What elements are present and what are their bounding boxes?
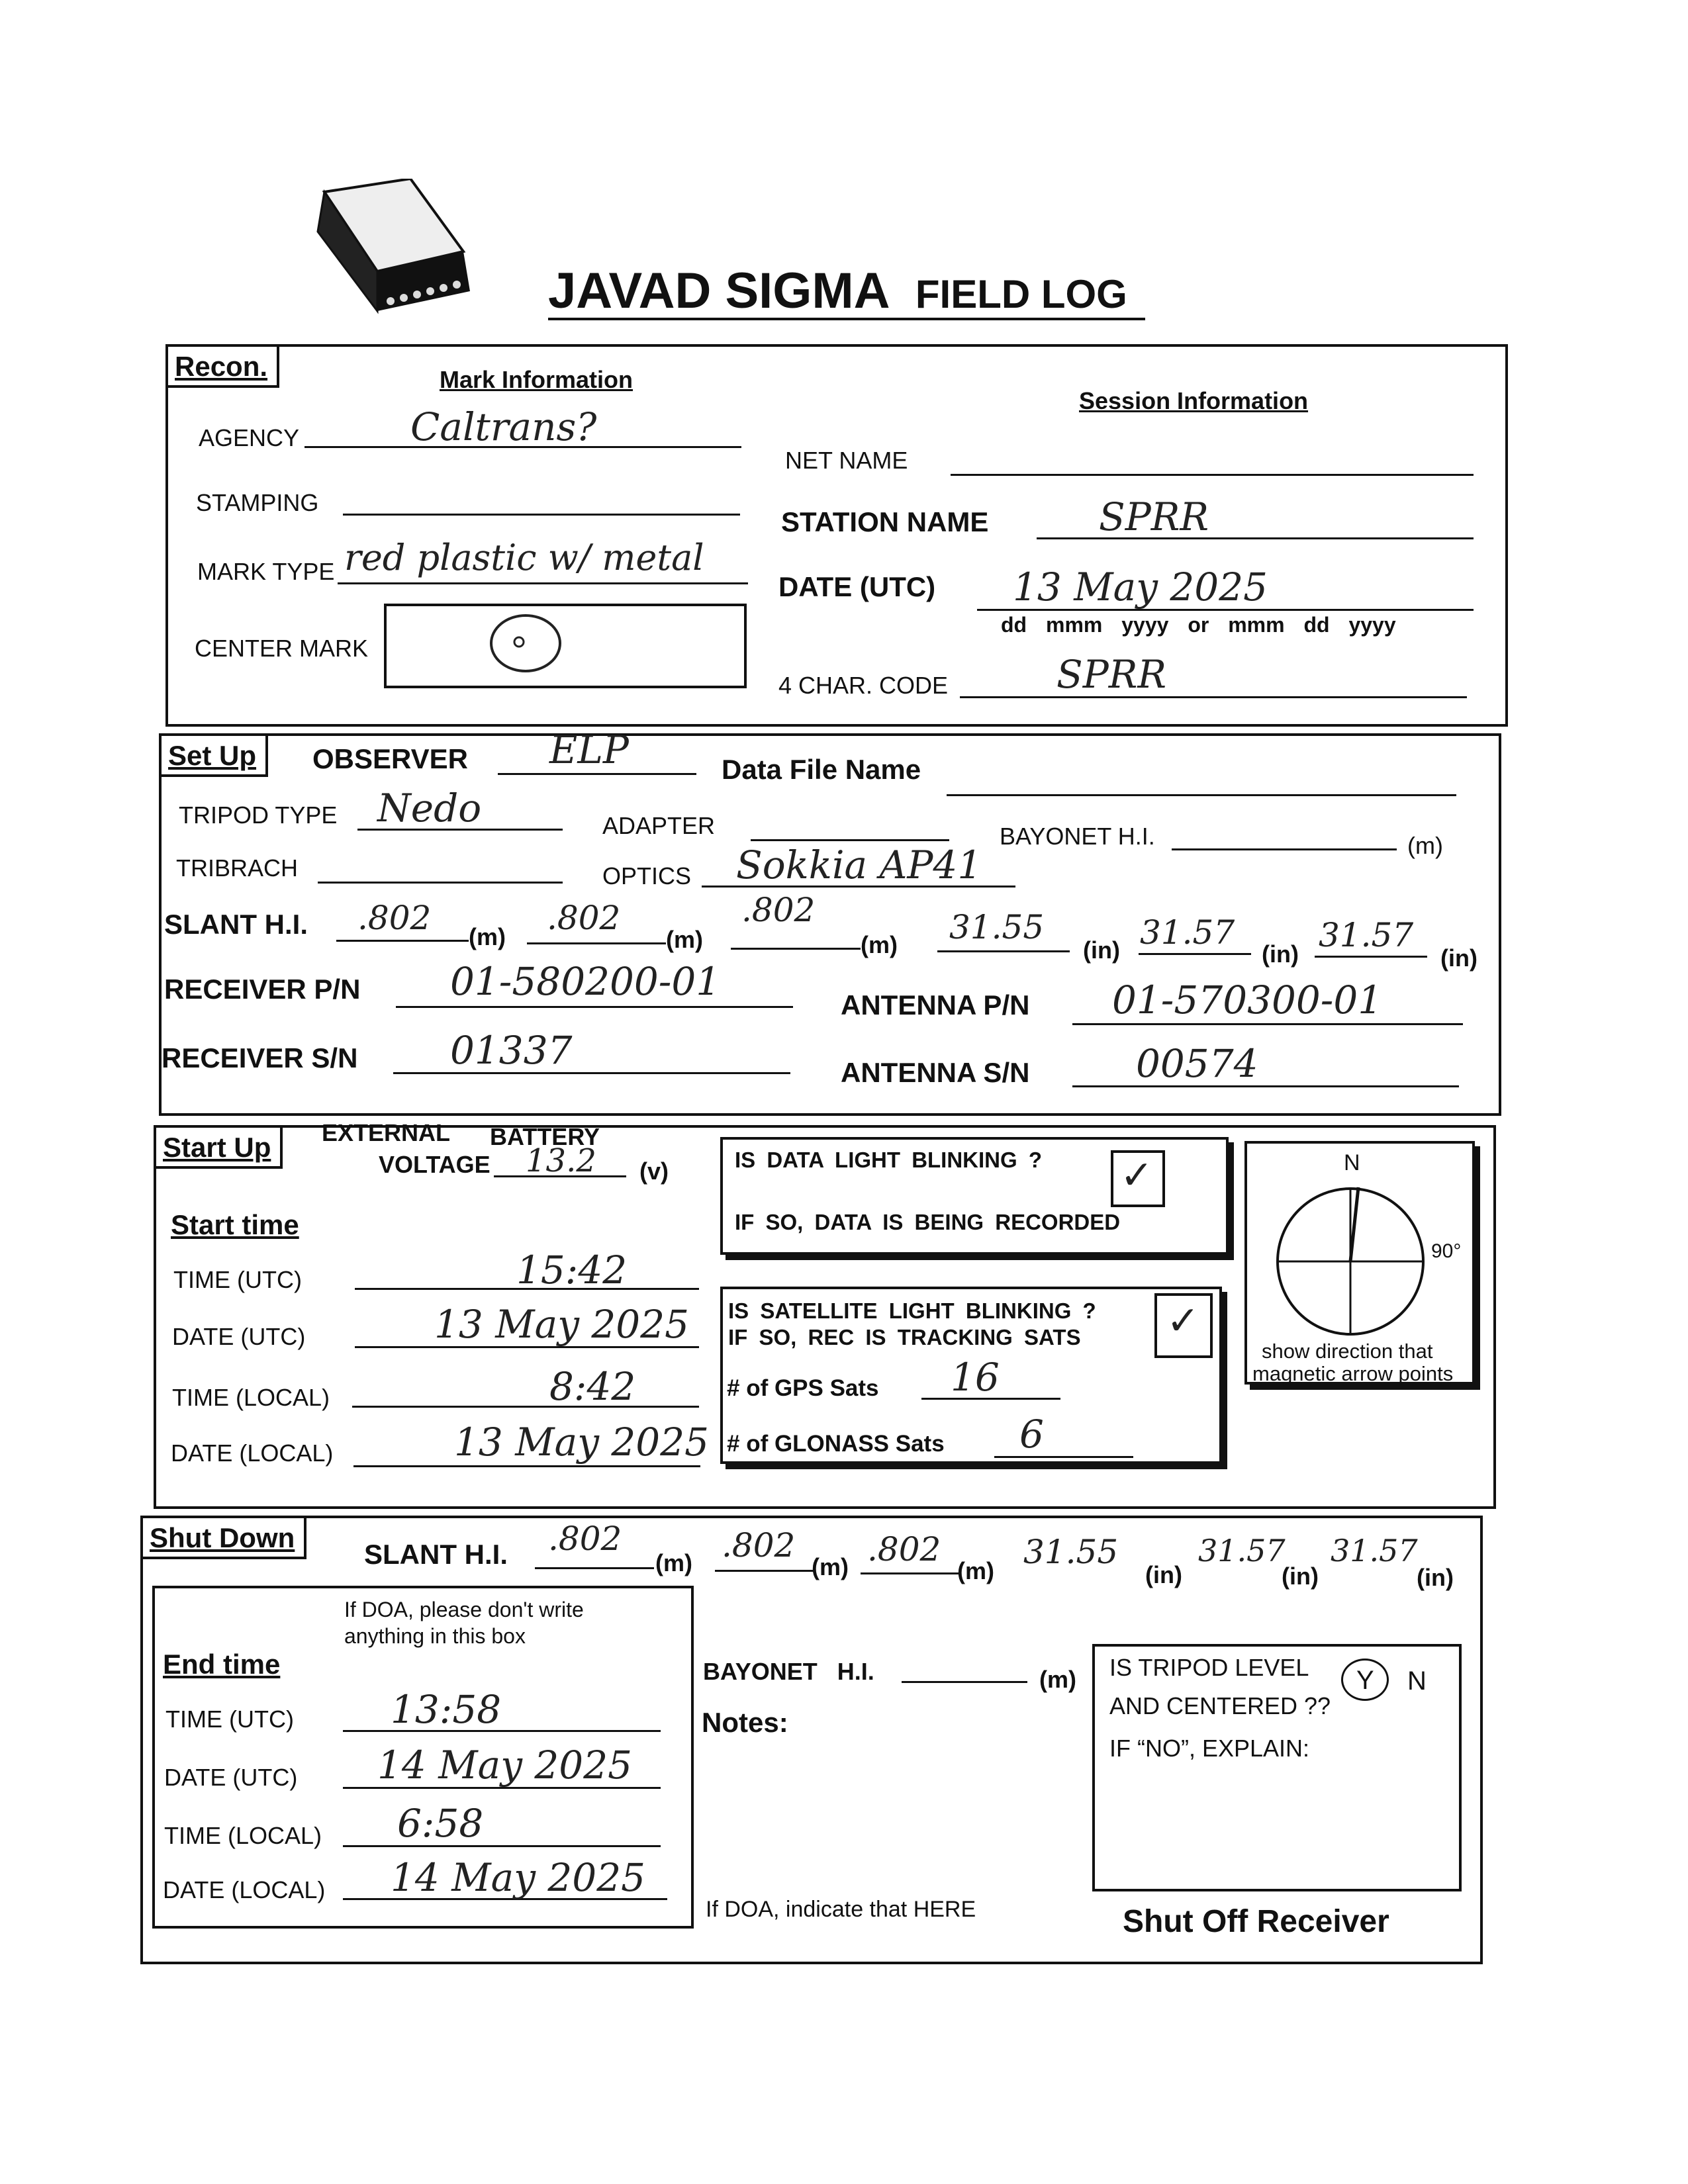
- compass-north-label: N: [1344, 1150, 1360, 1175]
- end-date-local-label: DATE (LOCAL): [163, 1876, 326, 1903]
- sd-slant-m-1-line[interactable]: [535, 1567, 654, 1569]
- sd-slant-in-2-unit: (in): [1282, 1563, 1319, 1590]
- sd-slant-in-1[interactable]: 31.55: [1023, 1533, 1119, 1571]
- compass-caption-2: magnetic arrow points: [1252, 1362, 1454, 1385]
- start-time-local-line[interactable]: [352, 1406, 699, 1408]
- antenna-sn-line[interactable]: [1072, 1085, 1459, 1087]
- sd-slant-m-1[interactable]: .802: [548, 1520, 622, 1558]
- shutdown-bayonet-label: BAYONET H.I.: [703, 1658, 874, 1685]
- tripod-question-1: IS TRIPOD LEVEL: [1109, 1654, 1309, 1681]
- char-code-value[interactable]: SPRR: [1056, 652, 1167, 697]
- end-time-utc-label: TIME (UTC): [165, 1706, 294, 1733]
- stamping-label: STAMPING: [196, 489, 319, 516]
- slant-m-2[interactable]: .802: [547, 899, 621, 937]
- receiver-device-image: [311, 179, 477, 331]
- center-mark-label: CENTER MARK: [195, 635, 369, 662]
- optics-label: OPTICS: [602, 862, 692, 889]
- date-label: DATE (UTC): [778, 571, 936, 602]
- shutdown-bayonet-line[interactable]: [902, 1681, 1027, 1683]
- sd-slant-m-3-line[interactable]: [861, 1572, 960, 1574]
- center-mark-sketch: [486, 610, 565, 676]
- doa-note-1: If DOA, please don't write: [344, 1598, 584, 1621]
- sd-slant-in-2[interactable]: 31.57: [1198, 1533, 1286, 1569]
- start-date-local-line[interactable]: [353, 1465, 700, 1467]
- net-name-label: NET NAME: [785, 447, 908, 474]
- receiver-pn-value[interactable]: 01-580200-01: [450, 959, 721, 1004]
- setup-tab: Set Up: [162, 736, 268, 777]
- end-date-local-value[interactable]: 14 May 2025: [391, 1855, 646, 1900]
- slant-m-3-line[interactable]: [731, 948, 861, 950]
- startup-tab: Start Up: [156, 1128, 283, 1169]
- slant-m-2-unit: (m): [666, 926, 703, 953]
- glonass-sats-line[interactable]: [994, 1456, 1133, 1458]
- slant-in-2[interactable]: 31.57: [1140, 913, 1235, 952]
- doa-here-text[interactable]: If DOA, indicate that HERE: [706, 1897, 976, 1922]
- end-date-utc-label: DATE (UTC): [164, 1764, 298, 1791]
- data-light-checkbox[interactable]: [1111, 1150, 1165, 1207]
- voltage-label: VOLTAGE: [379, 1151, 491, 1178]
- slant-m-1-line[interactable]: [336, 940, 469, 942]
- tripod-box: [1092, 1644, 1462, 1891]
- antenna-sn-label: ANTENNA S/N: [841, 1057, 1030, 1088]
- slant-m-3-unit: (m): [861, 931, 898, 958]
- explain-label: IF “NO”, EXPLAIN:: [1109, 1735, 1310, 1762]
- shutdown-bayonet-unit: (m): [1039, 1666, 1076, 1693]
- satellite-light-check: ✓: [1166, 1298, 1200, 1344]
- observer-value[interactable]: ELP: [549, 727, 629, 772]
- stamping-line[interactable]: [343, 514, 740, 516]
- end-time-utc-value[interactable]: 13:58: [391, 1687, 502, 1732]
- sd-slant-m-1-unit: (m): [655, 1549, 692, 1576]
- tripod-yes-option[interactable]: [1341, 1659, 1389, 1701]
- bayonet-line[interactable]: [1172, 848, 1397, 850]
- sd-slant-in-3[interactable]: 31.57: [1331, 1533, 1418, 1569]
- sd-slant-m-2-line[interactable]: [715, 1570, 814, 1572]
- end-time-local-line[interactable]: [343, 1845, 661, 1847]
- sd-slant-in-1-unit: (in): [1145, 1561, 1182, 1588]
- net-name-line[interactable]: [951, 474, 1474, 476]
- slant-in-2-unit: (in): [1262, 940, 1299, 968]
- battery-label: BATTERY: [490, 1123, 600, 1150]
- title-sub: FIELD LOG: [915, 272, 1127, 316]
- gps-sats-label: # of GPS Sats: [727, 1375, 879, 1401]
- slant-in-1[interactable]: 31.55: [949, 908, 1045, 946]
- slant-in-3[interactable]: 31.57: [1319, 916, 1414, 954]
- slant-m-1-unit: (m): [469, 923, 506, 950]
- data-file-line[interactable]: [947, 794, 1456, 796]
- data-file-label: Data File Name: [722, 754, 921, 785]
- date-value[interactable]: 13 May 2025: [1013, 565, 1268, 610]
- agency-label: AGENCY: [199, 424, 300, 451]
- tripod-yes-text: Y: [1356, 1666, 1374, 1695]
- slant-in-1-line[interactable]: [937, 950, 1070, 952]
- satellite-light-question: IS SATELLITE LIGHT BLINKING ?: [728, 1298, 1096, 1323]
- optics-value[interactable]: Sokkia AP41: [736, 842, 982, 887]
- title-main: JAVAD SIGMA: [548, 263, 888, 319]
- slant-m-3[interactable]: .802: [741, 891, 816, 929]
- slant-m-2-line[interactable]: [527, 942, 666, 944]
- data-recorded-text: IF SO, DATA IS BEING RECORDED: [735, 1210, 1121, 1234]
- mark-info-heading: Mark Information: [440, 366, 633, 393]
- compass-caption-1: show direction that: [1262, 1340, 1433, 1363]
- tribrach-line[interactable]: [318, 882, 563, 884]
- sd-slant-in-3-unit: (in): [1417, 1564, 1454, 1591]
- sd-slant-m-2-unit: (m): [812, 1553, 849, 1580]
- glonass-sats-value[interactable]: 6: [1019, 1412, 1044, 1457]
- data-light-question: IS DATA LIGHT BLINKING ?: [735, 1148, 1043, 1172]
- end-time-heading: End time: [163, 1649, 281, 1680]
- tripod-type-label: TRIPOD TYPE: [179, 801, 338, 829]
- tripod-type-value[interactable]: Nedo: [377, 786, 482, 831]
- shutdown-slant-label: SLANT H.I.: [364, 1539, 508, 1570]
- bayonet-unit: (m): [1407, 832, 1443, 859]
- slant-in-3-line[interactable]: [1315, 956, 1427, 958]
- sd-slant-m-3[interactable]: .802: [867, 1530, 941, 1569]
- compass-90-label: 90°: [1431, 1240, 1462, 1262]
- station-name-label: STATION NAME: [781, 506, 989, 537]
- glonass-sats-label: # of GLONASS Sats: [727, 1431, 945, 1457]
- recon-tab: Recon.: [168, 347, 279, 388]
- observer-line[interactable]: [498, 773, 696, 775]
- sd-slant-m-2[interactable]: .802: [722, 1526, 796, 1565]
- end-time-local-value[interactable]: 6:58: [397, 1801, 484, 1846]
- end-date-utc-value[interactable]: 14 May 2025: [377, 1743, 633, 1788]
- date-format-hint: dd mmm yyyy or mmm dd yyyy: [1001, 613, 1396, 637]
- tripod-question-2: AND CENTERED ??: [1109, 1692, 1331, 1719]
- compass-rose-icon[interactable]: [1271, 1182, 1430, 1341]
- antenna-pn-value[interactable]: 01-570300-01: [1112, 978, 1383, 1023]
- bayonet-label: BAYONET H.I.: [1000, 823, 1155, 850]
- doa-note-2: anything in this box: [344, 1624, 526, 1648]
- satellite-light-checkbox[interactable]: [1154, 1293, 1213, 1358]
- receiver-pn-line[interactable]: [396, 1006, 793, 1008]
- shutdown-tab: Shut Down: [143, 1518, 306, 1559]
- adapter-line[interactable]: [751, 839, 949, 841]
- slant-in-3-unit: (in): [1440, 944, 1477, 972]
- agency-value[interactable]: Caltrans?: [410, 404, 597, 449]
- session-info-heading: Session Information: [1079, 387, 1309, 414]
- tracking-text: IF SO, REC IS TRACKING SATS: [728, 1325, 1081, 1349]
- gps-sats-value[interactable]: 16: [951, 1355, 1000, 1400]
- tripod-no-option[interactable]: N: [1407, 1666, 1427, 1696]
- start-time-local-value[interactable]: 8:42: [549, 1364, 636, 1409]
- shut-off-receiver: Shut Off Receiver: [1123, 1904, 1389, 1939]
- notes-label: Notes:: [702, 1707, 788, 1738]
- start-time-utc-label: TIME (UTC): [173, 1266, 302, 1293]
- form-title: [548, 262, 1127, 320]
- data-light-check: ✓: [1120, 1152, 1154, 1199]
- mark-type-label: MARK TYPE: [197, 558, 335, 585]
- start-time-utc-value[interactable]: 15:42: [516, 1248, 628, 1293]
- mark-type-value[interactable]: red plastic w/ metal: [344, 537, 704, 578]
- start-date-local-value[interactable]: 13 May 2025: [454, 1420, 710, 1465]
- center-mark-box[interactable]: [384, 604, 747, 688]
- start-date-utc-label: DATE (UTC): [172, 1323, 306, 1350]
- start-time-heading: Start time: [171, 1209, 299, 1240]
- mark-type-line[interactable]: [338, 582, 748, 584]
- antenna-pn-line[interactable]: [1072, 1023, 1463, 1025]
- slant-in-2-line[interactable]: [1139, 953, 1251, 955]
- receiver-sn-value[interactable]: 01337: [450, 1028, 573, 1073]
- observer-label: OBSERVER: [312, 743, 468, 774]
- adapter-label: ADAPTER: [602, 812, 716, 839]
- external-label: EXTERNAL: [322, 1119, 451, 1146]
- tribrach-label: TRIBRACH: [176, 854, 299, 882]
- slant-hi-label: SLANT H.I.: [164, 909, 308, 940]
- slant-m-1[interactable]: .802: [357, 899, 432, 937]
- start-time-local-label: TIME (LOCAL): [172, 1384, 330, 1411]
- start-date-local-label: DATE (LOCAL): [171, 1439, 334, 1467]
- start-date-utc-value[interactable]: 13 May 2025: [434, 1302, 690, 1347]
- sd-slant-m-3-unit: (m): [957, 1557, 994, 1584]
- char-code-line[interactable]: [960, 696, 1467, 698]
- slant-in-1-unit: (in): [1083, 936, 1120, 964]
- voltage-value[interactable]: 13.2: [526, 1142, 596, 1179]
- receiver-pn-label: RECEIVER P/N: [164, 974, 361, 1005]
- voltage-unit: (v): [639, 1158, 669, 1185]
- char-code-label: 4 CHAR. CODE: [778, 672, 949, 699]
- receiver-sn-label: RECEIVER S/N: [162, 1042, 358, 1073]
- antenna-sn-value[interactable]: 00574: [1136, 1041, 1258, 1086]
- station-name-value[interactable]: SPRR: [1099, 494, 1209, 539]
- antenna-pn-label: ANTENNA P/N: [841, 989, 1030, 1021]
- end-time-local-label: TIME (LOCAL): [164, 1822, 322, 1849]
